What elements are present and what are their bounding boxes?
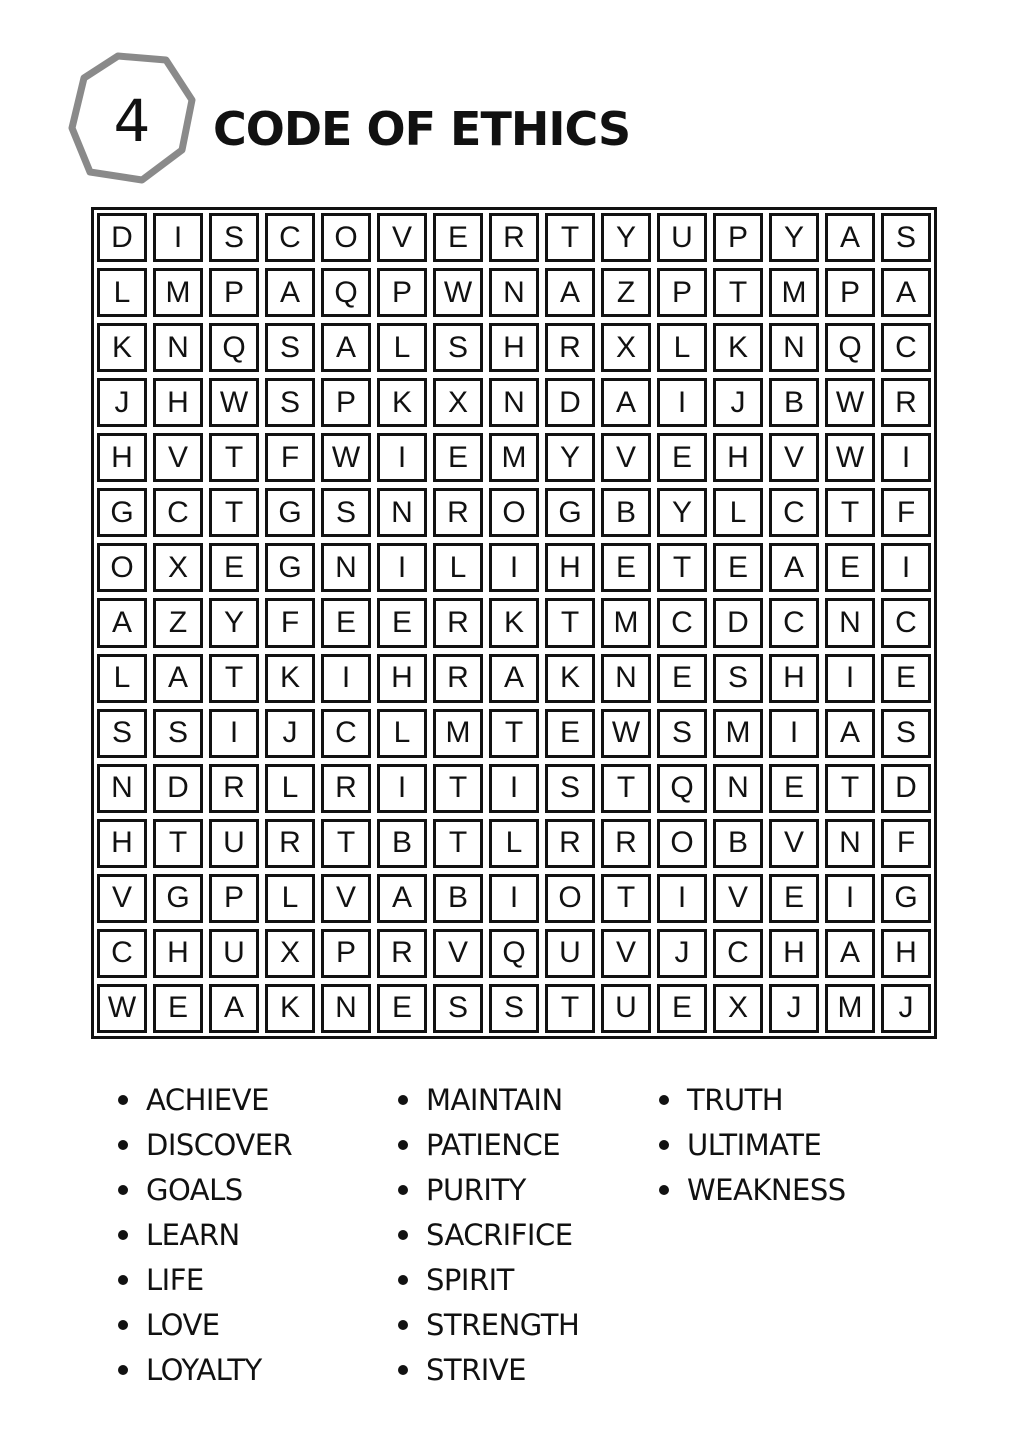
grid-cell: T (209, 488, 259, 537)
grid-cell: E (769, 764, 819, 813)
grid-cell: B (601, 488, 651, 537)
grid-cell: M (601, 598, 651, 647)
grid-cell: B (377, 819, 427, 868)
grid-cell: S (881, 709, 931, 758)
grid-cell: P (321, 929, 371, 978)
grid-cell: R (489, 213, 539, 262)
grid-cell: X (601, 323, 651, 372)
grid-cell: I (657, 378, 707, 427)
grid-cell: R (601, 819, 651, 868)
grid-cell: L (265, 874, 315, 923)
grid-cell: Y (601, 213, 651, 262)
grid-cell: T (545, 213, 595, 262)
grid-cell: V (97, 874, 147, 923)
grid-cell: H (97, 433, 147, 482)
grid-cell: J (265, 709, 315, 758)
word-label: LOYALTY (146, 1352, 262, 1387)
word-list-item (659, 1122, 846, 1167)
grid-cell: B (433, 874, 483, 923)
bullet-icon (659, 1095, 669, 1105)
grid-cell: E (601, 543, 651, 592)
grid-cell: A (209, 984, 259, 1033)
grid-cell: T (657, 543, 707, 592)
grid-cell: S (97, 709, 147, 758)
grid-cell: U (209, 819, 259, 868)
word-list-item (398, 1077, 579, 1122)
grid-cell: W (209, 378, 259, 427)
grid-cell: O (489, 488, 539, 537)
grid-cell: P (321, 378, 371, 427)
grid-cell: I (209, 709, 259, 758)
grid-cell: S (489, 984, 539, 1033)
word-label: TRUTH (687, 1082, 784, 1117)
grid-cell: A (825, 709, 875, 758)
grid-cell: V (601, 433, 651, 482)
grid-cell: K (377, 378, 427, 427)
grid-cell: R (433, 654, 483, 703)
grid-cell: Z (153, 598, 203, 647)
grid-cell: R (265, 819, 315, 868)
grid-cell: A (545, 268, 595, 317)
grid-cell: Q (489, 929, 539, 978)
word-label: STRENGTH (426, 1307, 580, 1342)
grid-cell: T (433, 819, 483, 868)
grid-cell: N (769, 323, 819, 372)
grid-cell: I (825, 874, 875, 923)
grid-cell: A (601, 378, 651, 427)
grid-cell: N (489, 378, 539, 427)
grid-cell: R (377, 929, 427, 978)
grid-cell: V (713, 874, 763, 923)
word-label: PATIENCE (426, 1127, 561, 1162)
grid-cell: N (489, 268, 539, 317)
grid-cell: J (657, 929, 707, 978)
grid-cell: L (489, 819, 539, 868)
grid-cell: D (153, 764, 203, 813)
grid-cell: L (97, 654, 147, 703)
grid-cell: T (209, 433, 259, 482)
grid-cell: T (545, 598, 595, 647)
bullet-icon (659, 1140, 669, 1150)
grid-cell: G (881, 874, 931, 923)
grid-cell: A (97, 598, 147, 647)
grid-cell: M (769, 268, 819, 317)
grid-cell: A (265, 268, 315, 317)
grid-cell: H (153, 929, 203, 978)
grid-cell: T (825, 764, 875, 813)
grid-cell: Q (657, 764, 707, 813)
grid-cell: E (153, 984, 203, 1033)
grid-cell: L (377, 709, 427, 758)
word-label: PURITY (426, 1172, 526, 1207)
grid-cell: H (769, 654, 819, 703)
word-label: LOVE (146, 1307, 220, 1342)
grid-cell: S (209, 213, 259, 262)
word-search-grid (91, 207, 937, 1039)
grid-cell: K (489, 598, 539, 647)
grid-cell: H (881, 929, 931, 978)
grid-cell: T (153, 819, 203, 868)
grid-cell: C (153, 488, 203, 537)
grid-cell: S (433, 323, 483, 372)
bullet-icon (118, 1320, 128, 1330)
word-list-item (398, 1302, 579, 1347)
word-label: GOALS (146, 1172, 243, 1207)
grid-cell: C (97, 929, 147, 978)
grid-cell: A (769, 543, 819, 592)
word-label: LEARN (146, 1217, 240, 1252)
grid-cell: T (489, 709, 539, 758)
grid-cell: Y (769, 213, 819, 262)
grid-cell: Y (545, 433, 595, 482)
grid-cell: M (433, 709, 483, 758)
grid-cell: S (433, 984, 483, 1033)
grid-cell: J (97, 378, 147, 427)
grid-cell: S (881, 213, 931, 262)
bullet-icon (398, 1275, 408, 1285)
grid-cell: Z (601, 268, 651, 317)
bullet-icon (118, 1095, 128, 1105)
bullet-icon (118, 1185, 128, 1195)
grid-cell: T (545, 984, 595, 1033)
grid-cell: T (433, 764, 483, 813)
grid-cell: E (433, 433, 483, 482)
grid-cell: K (545, 654, 595, 703)
grid-cell: G (265, 488, 315, 537)
grid-cell: V (377, 213, 427, 262)
grid-cell: I (825, 654, 875, 703)
grid-cell: R (209, 764, 259, 813)
word-list-item (118, 1077, 292, 1122)
bullet-icon (398, 1185, 408, 1195)
grid-cell: V (433, 929, 483, 978)
grid-cell: P (657, 268, 707, 317)
grid-cell: H (377, 654, 427, 703)
grid-cell: D (713, 598, 763, 647)
grid-cell: U (657, 213, 707, 262)
word-label: MAINTAIN (426, 1082, 563, 1117)
grid-cell: I (881, 433, 931, 482)
grid-cell: E (433, 213, 483, 262)
grid-cell: P (713, 213, 763, 262)
bullet-icon (398, 1365, 408, 1375)
grid-cell: N (97, 764, 147, 813)
word-list-item (398, 1167, 579, 1212)
word-list-item (398, 1212, 579, 1257)
grid-cell: M (825, 984, 875, 1033)
grid-cell: N (321, 984, 371, 1033)
puzzle-number: 4 (113, 87, 151, 155)
grid-cell: C (657, 598, 707, 647)
word-label: WEAKNESS (687, 1172, 846, 1207)
grid-cell: E (657, 433, 707, 482)
grid-cell: A (489, 654, 539, 703)
bullet-icon (398, 1320, 408, 1330)
grid-cell: I (489, 543, 539, 592)
grid-cell: R (545, 323, 595, 372)
grid-cell: A (153, 654, 203, 703)
grid-cell: T (825, 488, 875, 537)
grid-cell: W (97, 984, 147, 1033)
grid-cell: L (713, 488, 763, 537)
bullet-icon (398, 1095, 408, 1105)
grid-cell: N (825, 598, 875, 647)
grid-cell: F (881, 819, 931, 868)
word-list-item (118, 1302, 292, 1347)
word-list-column-1 (118, 1077, 292, 1392)
grid-cell: P (209, 268, 259, 317)
grid-cell: C (769, 598, 819, 647)
word-list-column-2 (398, 1077, 579, 1392)
grid-cell: E (657, 654, 707, 703)
grid-cell: J (881, 984, 931, 1033)
grid-cell: V (769, 819, 819, 868)
grid-cell: A (377, 874, 427, 923)
grid-cell: H (713, 433, 763, 482)
grid-cell: P (209, 874, 259, 923)
grid-cell: S (545, 764, 595, 813)
grid-cell: Q (321, 268, 371, 317)
grid-cell: E (377, 984, 427, 1033)
grid-cell: N (825, 819, 875, 868)
grid-cell: R (433, 598, 483, 647)
grid-cell: I (489, 874, 539, 923)
grid-cell: H (545, 543, 595, 592)
puzzle-title: CODE OF ETHICS (213, 102, 631, 156)
grid-cell: A (825, 213, 875, 262)
grid-cell: R (321, 764, 371, 813)
word-label: ACHIEVE (146, 1082, 269, 1117)
grid-cell: W (433, 268, 483, 317)
bullet-icon (398, 1230, 408, 1240)
grid-cell: A (321, 323, 371, 372)
grid-cell: G (153, 874, 203, 923)
word-list-item (659, 1167, 846, 1212)
grid-cell: O (97, 543, 147, 592)
word-list-item (398, 1347, 579, 1392)
grid-cell: K (97, 323, 147, 372)
grid-cell: O (545, 874, 595, 923)
word-list-item (118, 1212, 292, 1257)
grid-cell: M (489, 433, 539, 482)
grid-cell: H (97, 819, 147, 868)
grid-cell: O (657, 819, 707, 868)
grid-cell: U (545, 929, 595, 978)
grid-cell: T (601, 874, 651, 923)
grid-cell: E (881, 654, 931, 703)
grid-cell: V (321, 874, 371, 923)
grid-cell: T (209, 654, 259, 703)
grid-cell: L (433, 543, 483, 592)
grid-cell: V (769, 433, 819, 482)
grid-cell: L (97, 268, 147, 317)
grid-cell: X (265, 929, 315, 978)
grid-cell: N (601, 654, 651, 703)
word-label: ULTIMATE (687, 1127, 822, 1162)
grid-cell: K (265, 984, 315, 1033)
grid-cell: F (265, 598, 315, 647)
grid-cell: N (321, 543, 371, 592)
grid-cell: W (825, 378, 875, 427)
word-label: DISCOVER (146, 1127, 293, 1162)
grid-cell: O (321, 213, 371, 262)
grid-cell: I (489, 764, 539, 813)
grid-cell: P (377, 268, 427, 317)
word-list-item (398, 1122, 579, 1167)
grid-cell: X (713, 984, 763, 1033)
grid-cell: X (433, 378, 483, 427)
grid-cell: H (769, 929, 819, 978)
grid-cell: S (153, 709, 203, 758)
grid-cell: T (601, 764, 651, 813)
grid-cell: Q (209, 323, 259, 372)
grid-cell: W (601, 709, 651, 758)
grid-cell: I (377, 764, 427, 813)
word-list-column-3 (659, 1077, 846, 1212)
grid-cell: A (881, 268, 931, 317)
word-list-item (118, 1167, 292, 1212)
grid-cell: S (713, 654, 763, 703)
grid-cell: E (713, 543, 763, 592)
grid-cell: S (265, 378, 315, 427)
puzzle-number-badge (66, 52, 198, 186)
grid-cell: N (713, 764, 763, 813)
grid-cell: L (377, 323, 427, 372)
bullet-icon (118, 1365, 128, 1375)
grid-cell: E (377, 598, 427, 647)
grid-cell: P (825, 268, 875, 317)
grid-cell: T (321, 819, 371, 868)
grid-cell: J (769, 984, 819, 1033)
grid-cell: S (265, 323, 315, 372)
grid-cell: W (321, 433, 371, 482)
bullet-icon (398, 1140, 408, 1150)
grid-cell: D (545, 378, 595, 427)
grid-cell: L (657, 323, 707, 372)
grid-cell: A (825, 929, 875, 978)
grid-cell: U (601, 984, 651, 1033)
grid-cell: S (321, 488, 371, 537)
bullet-icon (659, 1185, 669, 1195)
grid-cell: H (489, 323, 539, 372)
word-list-item (118, 1347, 292, 1392)
grid-cell: T (713, 268, 763, 317)
grid-cell: X (153, 543, 203, 592)
grid-cell: I (153, 213, 203, 262)
bullet-icon (118, 1140, 128, 1150)
bullet-icon (118, 1230, 128, 1240)
grid-cell: K (265, 654, 315, 703)
word-label: STRIVE (426, 1352, 526, 1387)
grid-cell: G (97, 488, 147, 537)
grid-cell: C (265, 213, 315, 262)
word-list-item (398, 1257, 579, 1302)
grid-cell: E (545, 709, 595, 758)
grid-cell: D (881, 764, 931, 813)
bullet-icon (118, 1275, 128, 1285)
word-label: LIFE (146, 1262, 204, 1297)
grid-cell: E (209, 543, 259, 592)
grid-cell: Y (209, 598, 259, 647)
word-list-item (659, 1077, 846, 1122)
grid-cell: C (881, 598, 931, 647)
grid-cell: B (713, 819, 763, 868)
grid-cell: E (657, 984, 707, 1033)
grid-cell: J (713, 378, 763, 427)
grid-cell: N (153, 323, 203, 372)
grid-cell: E (321, 598, 371, 647)
grid-cell: W (825, 433, 875, 482)
grid-cell: M (713, 709, 763, 758)
grid-cell: I (377, 543, 427, 592)
grid-cell: R (545, 819, 595, 868)
grid-cell: C (321, 709, 371, 758)
word-label: SACRIFICE (426, 1217, 573, 1252)
grid-cell: G (265, 543, 315, 592)
grid-cell: I (657, 874, 707, 923)
word-label: SPIRIT (426, 1262, 514, 1297)
grid-cell: I (321, 654, 371, 703)
grid-cell: S (657, 709, 707, 758)
grid-cell: N (377, 488, 427, 537)
grid-cell: I (377, 433, 427, 482)
grid-cell: I (881, 543, 931, 592)
grid-cell: F (265, 433, 315, 482)
grid-cell: M (153, 268, 203, 317)
word-list-item (118, 1257, 292, 1302)
grid-cell: V (153, 433, 203, 482)
grid-cell: R (433, 488, 483, 537)
grid-cell: H (153, 378, 203, 427)
grid-cell: C (881, 323, 931, 372)
grid-cell: I (769, 709, 819, 758)
word-list-item (118, 1122, 292, 1167)
grid-cell: L (265, 764, 315, 813)
grid-cell: K (713, 323, 763, 372)
grid-cell: E (769, 874, 819, 923)
grid-cell: V (601, 929, 651, 978)
grid-cell: U (209, 929, 259, 978)
grid-cell: Q (825, 323, 875, 372)
grid-cell: G (545, 488, 595, 537)
grid-cell: E (825, 543, 875, 592)
grid-cell: D (97, 213, 147, 262)
grid-cell: C (769, 488, 819, 537)
grid-cell: C (713, 929, 763, 978)
grid-cell: F (881, 488, 931, 537)
grid-cell: R (881, 378, 931, 427)
grid-cell: B (769, 378, 819, 427)
grid-cell: Y (657, 488, 707, 537)
